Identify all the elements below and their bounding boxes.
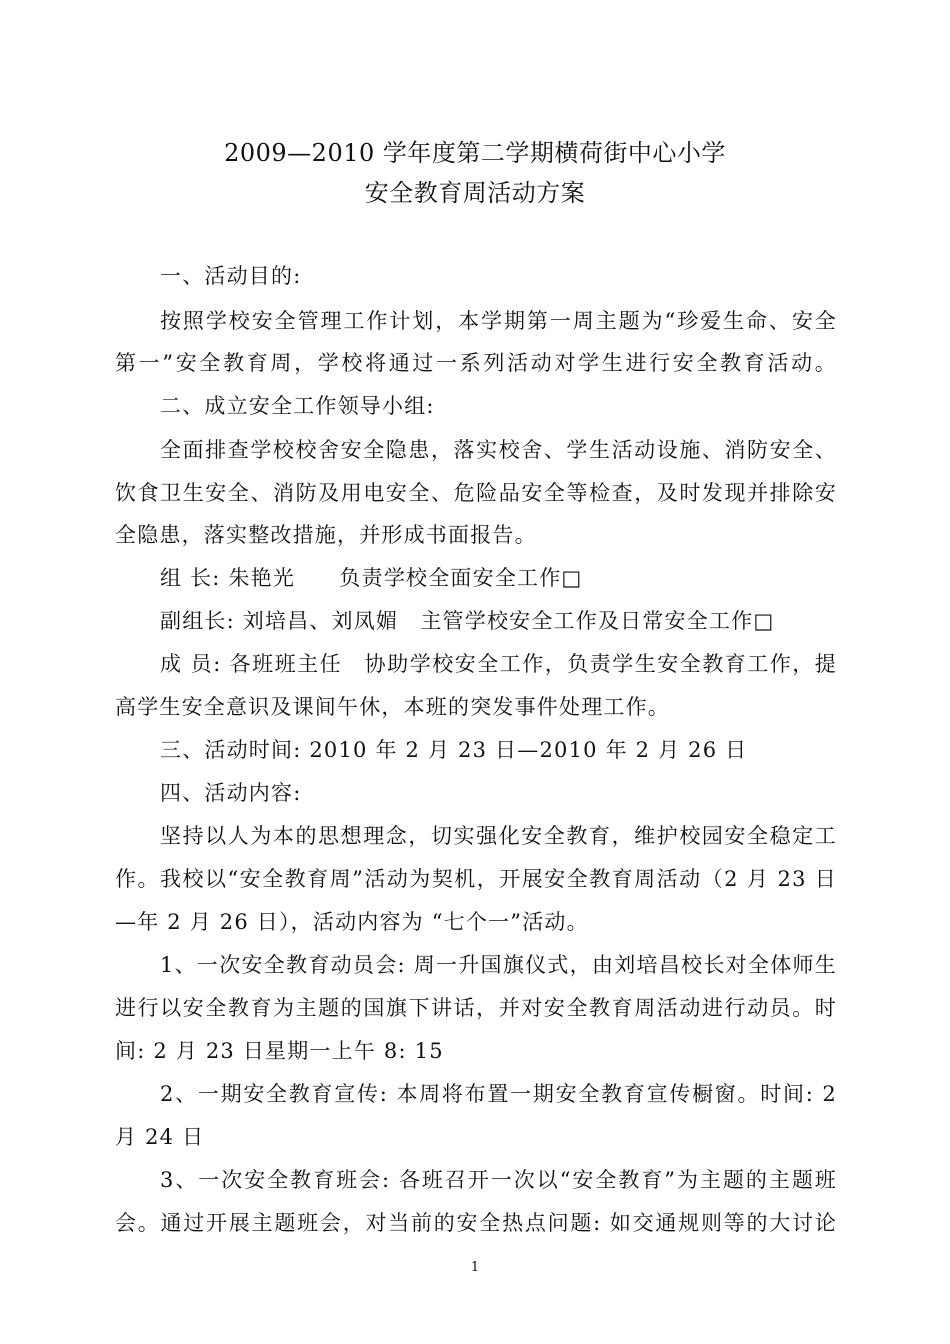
deputy-leader-line: 副组长: 刘培昌、刘凤媚 主管学校安全工作及日常安全工作□ xyxy=(160,609,775,633)
list-item-3: 3、一次安全教育班会: 各班召开一次以“安全教育”为主题的主题班 xyxy=(160,1168,837,1192)
document-title-line-1: 2009—2010 学年度第二学期横荷街中心小学 xyxy=(224,139,726,167)
paragraph-line: 会。通过开展主题班会，对当前的安全热点问题: 如交通规则等的大讨论 xyxy=(115,1211,837,1235)
paragraph-line: 间: 2 月 23 日星期一上午 8: 15 xyxy=(115,1039,444,1063)
paragraph-line: 高学生安全意识及课间午休，本班的突发事件处理工作。 xyxy=(115,695,670,719)
document-title-line-2: 安全教育周活动方案 xyxy=(364,179,586,207)
paragraph-line: 第一”安全教育周，学校将通过一系列活动对学生进行安全教育活动。 xyxy=(115,351,837,375)
paragraph-line: 进行以安全教育为主题的国旗下讲话，并对安全教育周活动进行动员。时 xyxy=(115,996,837,1020)
page-number: 1 xyxy=(470,1260,480,1275)
paragraph-line: 作。我校以“安全教育周”活动为契机，开展安全教育周活动（2 月 23 日 xyxy=(115,867,837,891)
paragraph-line: —年 2 月 26 日），活动内容为 “七个一”活动。 xyxy=(115,910,589,934)
paragraph-line: 饮食卫生安全、消防及用电安全、危险品安全等检查，及时发现并排除安 xyxy=(115,481,837,505)
section-heading-purpose: 一、活动目的: xyxy=(160,264,302,288)
paragraph-line: 按照学校安全管理工作计划，本学期第一周主题为“珍爱生命、安全 xyxy=(160,309,837,333)
paragraph-line: 月 24 日 xyxy=(115,1125,205,1149)
list-item-1: 1、一次安全教育动员会: 周一升国旗仪式，由刘培昌校长对全体师生 xyxy=(160,953,837,977)
paragraph-line: 全面排查学校校舍安全隐患，落实校舍、学生活动设施、消防安全、 xyxy=(160,438,837,462)
section-heading-leadership: 二、成立安全工作领导小组: xyxy=(160,394,435,418)
section-heading-content: 四、活动内容: xyxy=(160,781,302,805)
section-heading-time: 三、活动时间: 2010 年 2 月 23 日—2010 年 2 月 26 日 xyxy=(160,738,748,762)
paragraph-line: 全隐患，落实整改措施，并形成书面报告。 xyxy=(115,523,537,547)
members-line: 成 员: 各班班主任 协助学校安全工作，负责学生安全教育工作，提 xyxy=(160,652,837,676)
list-item-2: 2、一期安全教育宣传: 本周将布置一期安全教育宣传橱窗。时间: 2 xyxy=(160,1082,837,1106)
paragraph-line: 坚持以人为本的思想理念，切实强化安全教育，维护校园安全稳定工 xyxy=(160,824,837,848)
leader-line: 组 长: 朱艳光 负责学校全面安全工作□ xyxy=(160,566,583,590)
